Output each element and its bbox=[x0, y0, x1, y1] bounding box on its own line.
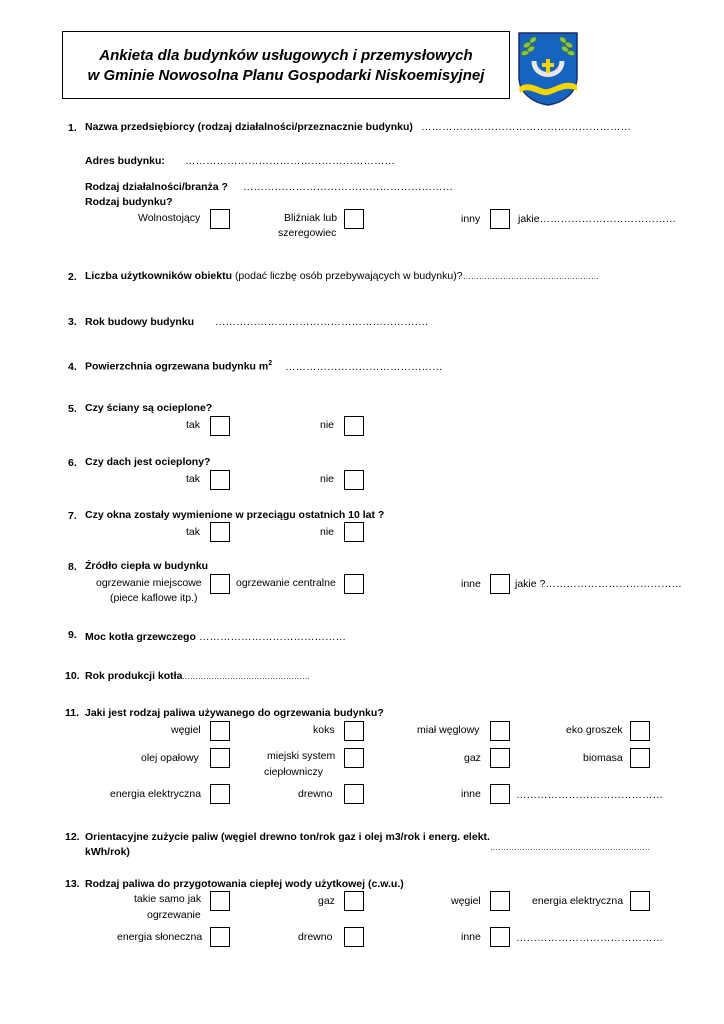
address-label: Adres budynku: bbox=[85, 155, 165, 167]
q6-no-label: nie bbox=[320, 473, 335, 485]
q4-number: 4. bbox=[68, 361, 77, 373]
q5-no-label: nie bbox=[320, 419, 335, 431]
q7-number: 7. bbox=[68, 510, 77, 522]
q4-label: Powierzchnia ogrzewana budynku m bbox=[85, 360, 269, 373]
q11-oil-label: olej opałowy bbox=[141, 752, 199, 764]
q9-dots[interactable]: …………………………………… bbox=[199, 631, 346, 643]
q11-coke-label: koks bbox=[313, 724, 335, 736]
q4-sup: 2 bbox=[268, 360, 273, 367]
q13-electric-checkbox[interactable] bbox=[630, 891, 650, 911]
q11-other-dots[interactable]: …………………………………… bbox=[516, 789, 663, 801]
q13-same-label-1: takie samo jak bbox=[134, 893, 202, 905]
q13-same-checkbox[interactable] bbox=[210, 891, 230, 911]
q8-local-label-1: ogrzewanie miejscowe bbox=[96, 577, 202, 589]
q12-dots[interactable]: …………………………………………………… bbox=[490, 843, 650, 852]
q11-biomass-label: biomasa bbox=[583, 752, 623, 764]
q9-number: 9. bbox=[68, 629, 77, 641]
q13-other-dots[interactable]: …………………………………… bbox=[516, 932, 663, 944]
q13-coal-checkbox[interactable] bbox=[490, 891, 510, 911]
q4-label-wrap bbox=[85, 360, 272, 373]
q11-electric-label: energia elektryczna bbox=[110, 788, 202, 800]
q1-dots[interactable]: …………………………………………………… bbox=[421, 121, 631, 133]
q11-gas-label: gaz bbox=[464, 752, 481, 764]
q11-electric-checkbox[interactable] bbox=[210, 784, 230, 804]
q8-label: Źródło ciepła w budynku bbox=[85, 560, 209, 572]
opt-semi-label-2: szeregowiec bbox=[278, 227, 337, 239]
q2-dots[interactable]: …………………………………………… bbox=[463, 272, 599, 281]
q11-number: 11. bbox=[65, 707, 80, 719]
q13-wood-checkbox[interactable] bbox=[344, 927, 364, 947]
q11-eco-pea-checkbox[interactable] bbox=[630, 721, 650, 741]
q2-label: Liczba użytkowników obiektu bbox=[85, 270, 233, 282]
q2-hint: (podać liczbę osób przebywających w budynku)? bbox=[234, 270, 463, 282]
q11-wood-label: drewno bbox=[298, 788, 333, 800]
q11-biomass-checkbox[interactable] bbox=[630, 748, 650, 768]
q5-no-checkbox[interactable] bbox=[344, 416, 364, 436]
q13-label: Rodzaj paliwa do przygotowania ciepłej wody użytkowej (c.w.u.) bbox=[85, 878, 404, 890]
q11-district-checkbox[interactable] bbox=[344, 748, 364, 768]
q7-yes-checkbox[interactable] bbox=[210, 522, 230, 542]
q6-label: Czy dach jest ocieplony? bbox=[85, 456, 211, 468]
activity-label: Rodzaj działalności/branża ? bbox=[85, 181, 228, 193]
q11-other-label: inne bbox=[461, 788, 481, 800]
q13-wood-label: drewno bbox=[298, 931, 333, 943]
q13-other-checkbox[interactable] bbox=[490, 927, 510, 947]
q6-number: 6. bbox=[68, 457, 77, 469]
q13-gas-label: gaz bbox=[318, 895, 335, 907]
q7-no-label: nie bbox=[320, 526, 335, 538]
q11-coal-checkbox[interactable] bbox=[210, 721, 230, 741]
q11-coke-checkbox[interactable] bbox=[344, 721, 364, 741]
q4-dots[interactable]: ……………………………………… bbox=[285, 361, 443, 373]
q13-solar-label: energia słoneczna bbox=[117, 931, 203, 943]
opt-other-label: inny bbox=[461, 213, 481, 225]
q13-number: 13. bbox=[65, 878, 80, 890]
semi-detached-checkbox[interactable] bbox=[344, 209, 364, 229]
q12-label-2: kWh/rok) bbox=[85, 846, 130, 858]
q1-number: 1. bbox=[68, 122, 77, 134]
q10-label: Rok produkcji kotła bbox=[85, 670, 183, 682]
opt-semi-label-1: Bliźniak lub bbox=[284, 212, 338, 224]
q10-number: 10. bbox=[65, 670, 80, 682]
other-building-checkbox[interactable] bbox=[490, 209, 510, 229]
q8-other-dots[interactable]: jakie ?………………………………… bbox=[515, 578, 682, 590]
q2-label-wrap bbox=[85, 270, 463, 282]
opt-detached-label: Wolnostojący bbox=[138, 212, 201, 224]
q11-coal-label: węgiel bbox=[171, 724, 201, 736]
q5-label: Czy ściany są ocieplone? bbox=[85, 402, 213, 414]
q11-other-checkbox[interactable] bbox=[490, 784, 510, 804]
q13-electric-label: energia elektryczna bbox=[532, 895, 624, 907]
q12-label-1: Orientacyjne zużycie paliw (węgiel drewno ton/rok gaz i olej m3/rok i energ. elekt. bbox=[85, 831, 490, 843]
q8-local-label-2: (piece kaflowe itp.) bbox=[110, 592, 198, 604]
form-title-line1: Ankieta dla budynków usługowych i przemysłowych bbox=[99, 47, 473, 64]
q11-wood-checkbox[interactable] bbox=[344, 784, 364, 804]
q11-label: Jaki jest rodzaj paliwa używanego do ogrzewania budynku? bbox=[85, 707, 384, 719]
building-type-label: Rodzaj budynku? bbox=[85, 196, 173, 208]
q6-yes-label: tak bbox=[186, 473, 201, 485]
q13-solar-checkbox[interactable] bbox=[210, 927, 230, 947]
q9-label: Moc kotła grzewczego bbox=[85, 631, 196, 643]
q7-yes-label: tak bbox=[186, 526, 201, 538]
q11-eco-pea-label: eko groszek bbox=[566, 724, 623, 736]
q7-no-checkbox[interactable] bbox=[344, 522, 364, 542]
q5-number: 5. bbox=[68, 403, 77, 415]
q5-yes-label: tak bbox=[186, 419, 201, 431]
q13-gas-checkbox[interactable] bbox=[344, 891, 364, 911]
q11-fine-coal-label: miał węglowy bbox=[417, 724, 480, 736]
municipality-crest-icon bbox=[517, 31, 579, 107]
q11-gas-checkbox[interactable] bbox=[490, 748, 510, 768]
q6-no-checkbox[interactable] bbox=[344, 470, 364, 490]
q3-label: Rok budowy budynku bbox=[85, 316, 195, 328]
q5-yes-checkbox[interactable] bbox=[210, 416, 230, 436]
q8-other-label: inne bbox=[461, 578, 481, 590]
q8-number: 8. bbox=[68, 561, 77, 573]
form-title-line2: w Gminie Nowosolna Planu Gospodarki Niskoemisyjnej bbox=[87, 67, 485, 84]
q8-other-checkbox[interactable] bbox=[490, 574, 510, 594]
other-building-dots[interactable]: jakie………………………………… bbox=[518, 213, 677, 225]
q8-central-label: ogrzewanie centralne bbox=[236, 577, 336, 589]
q8-local-checkbox[interactable] bbox=[210, 574, 230, 594]
q11-district-label-2: ciepłowniczy bbox=[264, 766, 323, 778]
q11-oil-checkbox[interactable] bbox=[210, 748, 230, 768]
q6-yes-checkbox[interactable] bbox=[210, 470, 230, 490]
q3-number: 3. bbox=[68, 316, 77, 328]
detached-checkbox[interactable] bbox=[210, 209, 230, 229]
q11-district-label-1: miejski system bbox=[267, 750, 336, 762]
address-dots[interactable]: …………………………………………………… bbox=[185, 155, 395, 167]
q11-fine-coal-checkbox[interactable] bbox=[490, 721, 510, 741]
q7-label: Czy okna zostały wymienione w przeciągu ostatnich 10 lat ? bbox=[85, 509, 385, 521]
q3-dots[interactable]: ……………………………………………………. bbox=[215, 316, 428, 328]
q13-coal-label: węgiel bbox=[451, 895, 481, 907]
q10-dots[interactable]: ………………………………………… bbox=[182, 672, 310, 681]
q2-number: 2. bbox=[68, 271, 77, 283]
q1-label: Nazwa przedsiębiorcy (rodzaj działalności/przeznacznie budynku) bbox=[85, 121, 413, 133]
title-box bbox=[62, 31, 510, 99]
q13-same-label-2: ogrzewanie bbox=[147, 909, 201, 921]
activity-dots[interactable]: …………………………………………………… bbox=[243, 181, 453, 193]
q12-number: 12. bbox=[65, 831, 80, 843]
q8-central-checkbox[interactable] bbox=[344, 574, 364, 594]
q13-other-label: inne bbox=[461, 931, 481, 943]
